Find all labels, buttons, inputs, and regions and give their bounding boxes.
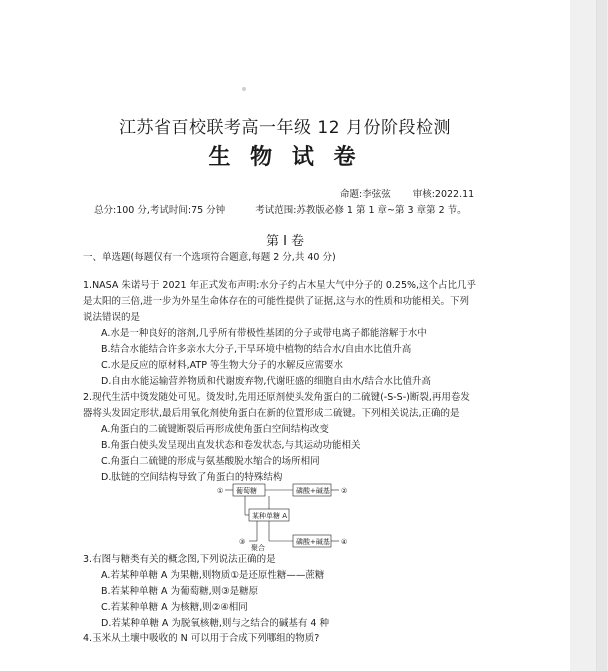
label-polymerize: 聚合: [251, 544, 265, 551]
score-time: 总分:100 分,考试时间:75 分钟: [94, 205, 226, 216]
reviewer: 审核:2022.11: [412, 189, 475, 200]
q4-line1: 4.玉米从土壤中吸收的 N 可以用于合成下列哪组的物质?: [83, 633, 320, 644]
q1-line2: 是太阳的三倍,进一步为外星生命体存在的可能性提供了证据,这与水的性质和功能相关。下列: [83, 296, 470, 307]
q1-line1: 1.NASA 朱诺号于 2021 年正式发布声明:水分子约占木星大气中分子的 0.25%,这个占比几乎: [83, 280, 477, 291]
author: 命题:李弦弦: [340, 189, 391, 200]
exam-scope: 考试范围:苏教版必修 1 第 1 章~第 3 章第 2 节。: [255, 205, 467, 216]
page-speck: [242, 87, 246, 91]
q1-option-c: C.水是反应的原材料,ATP 等生物大分子的水解反应需要水: [101, 360, 343, 371]
exam-title: 江苏省百校联考高一年级 12 月份阶段检测: [119, 118, 451, 138]
scrollbar-thumb[interactable]: [596, 0, 607, 671]
label-n1: ①: [217, 487, 224, 495]
q3-line1: 3.右图与糖类有关的概念图,下列说法正确的是: [83, 554, 276, 565]
q2-line1: 2.现代生活中烫发随处可见。烫发时,先用还原剂使头发角蛋白的二硫键(-S-S-)断裂,再用卷发: [83, 392, 470, 403]
label-n3: ③: [239, 538, 246, 546]
author-line: [340, 186, 474, 200]
q2-option-d: D.肽链的空间结构导致了角蛋白的特殊结构: [101, 472, 283, 483]
q3-option-a: A.若某种单糖 A 为果糖,则物质①是还原性糖——蔗糖: [101, 570, 325, 581]
q3-option-b: B.若某种单糖 A 为葡萄糖,则③是糖原: [101, 586, 259, 597]
label-phosphate-base-1: 磷酸+碱基: [296, 487, 330, 495]
subject-title: 生 物 试 卷: [208, 144, 362, 170]
label-phosphate-base-2: 磷酸+碱基: [296, 538, 330, 546]
label-glucose: 葡萄糖: [236, 487, 257, 495]
q1-line3: 说法错误的是: [83, 312, 141, 323]
q2-line2: 器将头发固定形状,最后用氧化剂使角蛋白在新的位置形成二硫键。下列相关说法,正确的是: [83, 408, 460, 419]
q1-option-b: B.结合水能结合许多亲水大分子,干旱环境中植物的结合水/自由水比值升高: [101, 344, 412, 355]
q3-option-c: C.若某种单糖 A 为核糖,则②④相同: [101, 602, 248, 613]
label-n4: ④: [341, 538, 348, 546]
section-heading: 一、单选题(每题仅有一个选项符合题意,每题 2 分,共 40 分): [83, 252, 336, 263]
q2-option-c: C.角蛋白二硫键的形成与氨基酸脱水缩合的场所相同: [101, 456, 320, 467]
q1-option-d: D.自由水能运输营养物质和代谢废弃物,代谢旺盛的细胞自由水/结合水比值升高: [101, 376, 432, 387]
q3-option-d: D.若某种单糖 A 为脱氧核糖,则与之结合的碱基有 4 种: [101, 618, 329, 629]
label-n2: ②: [341, 487, 348, 495]
part-title: 第 I 卷: [265, 234, 305, 249]
q2-option-b: B.角蛋白使头发呈现出直发状态和卷发状态,与其运动功能相关: [101, 440, 361, 451]
sugar-concept-diagram: [215, 481, 355, 551]
q1-option-a: A.水是一种良好的溶剂,几乎所有带极性基团的分子或带电离子都能溶解于水中: [101, 328, 427, 339]
label-monosaccharide: 某种单糖 A: [252, 512, 288, 520]
q2-option-a: A.角蛋白的二硫键断裂后再形成使角蛋白空间结构改变: [101, 424, 329, 435]
exam-info-line: [94, 202, 467, 216]
